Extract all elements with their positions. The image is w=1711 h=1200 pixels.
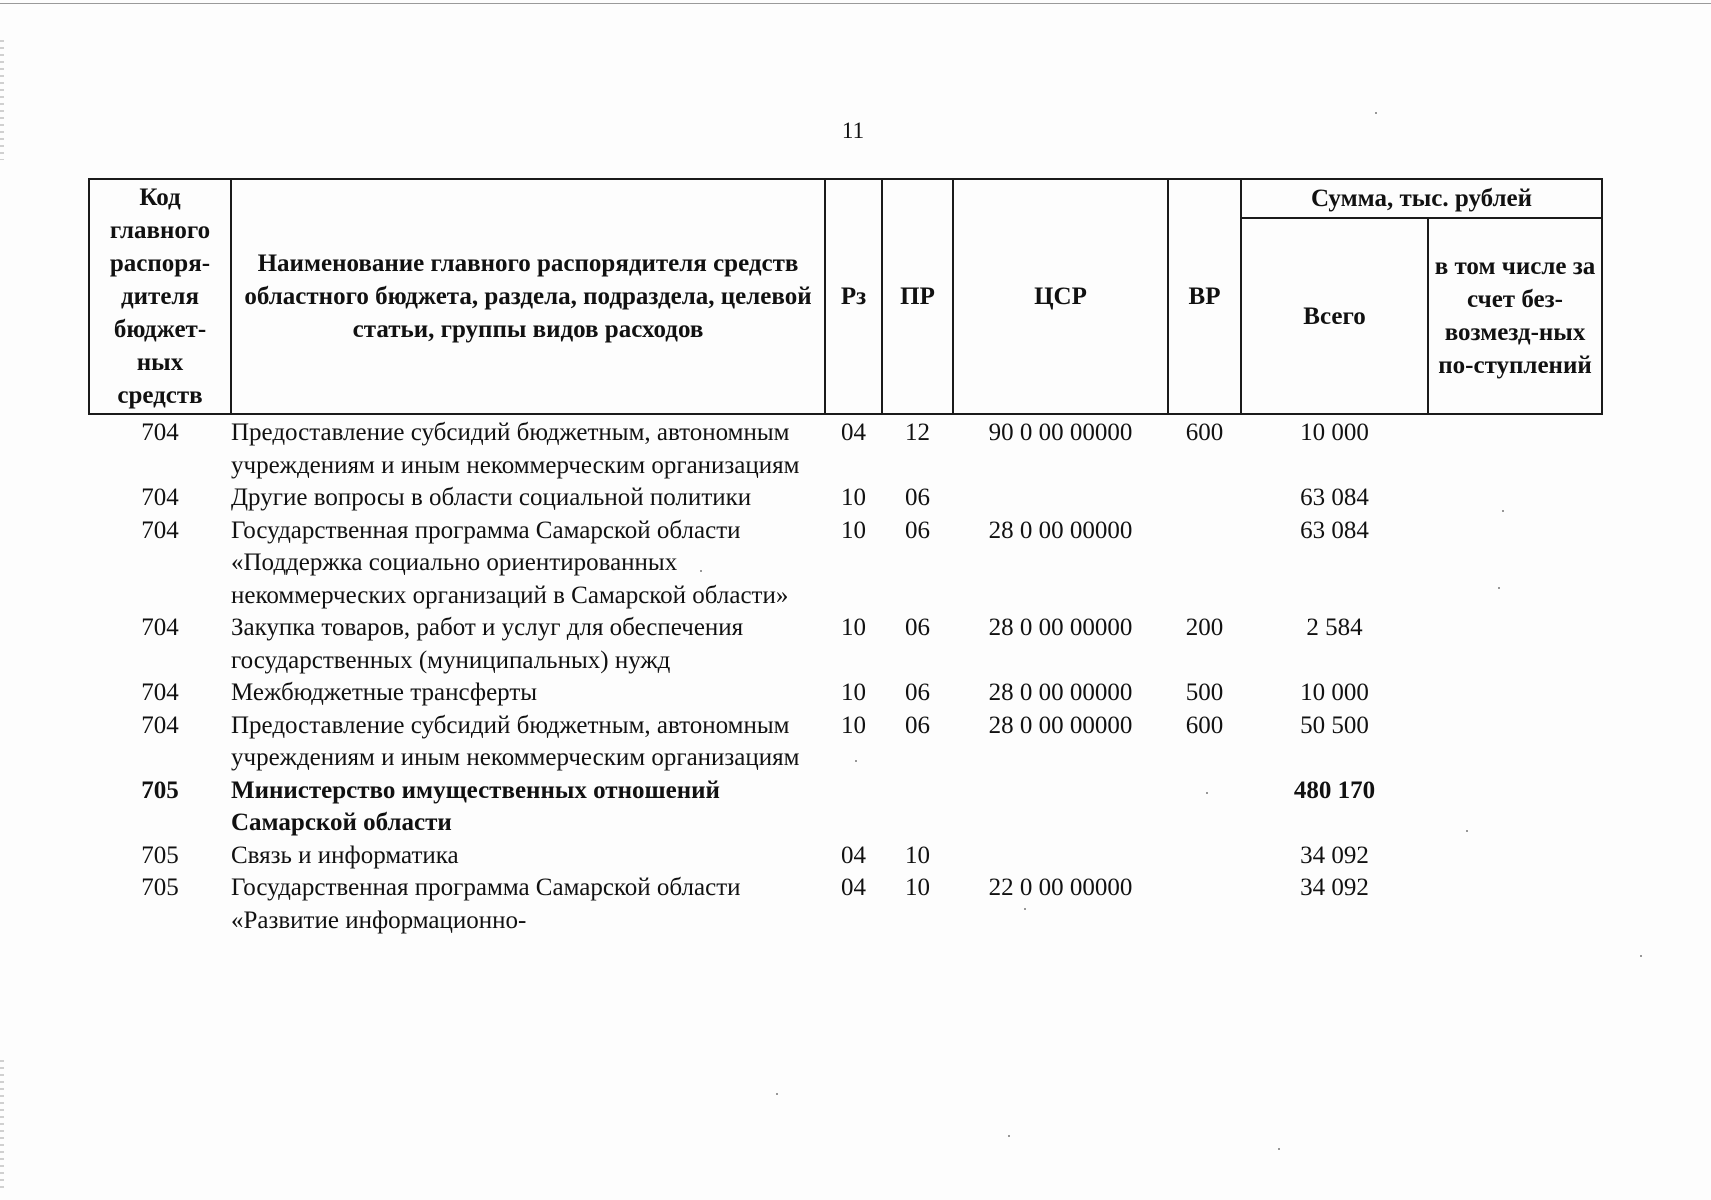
cell-code: 704 (141, 419, 179, 446)
table-row (89, 775, 1602, 840)
header-sum-group: Сумма, тыс. рублей (1241, 179, 1602, 218)
cell-vr (1168, 872, 1241, 937)
cell-code: 705 (141, 841, 179, 869)
header-pr: ПР (882, 179, 953, 414)
header-rz: Рз (825, 179, 882, 414)
cell-csr (953, 840, 1168, 873)
header-free-receipts: в том числе за счет без-возмезд-ных по-ступлений (1428, 218, 1602, 414)
header-csr: ЦСР (953, 179, 1168, 414)
cell-name: Государственная программа Самарской области «Поддержка социально ориентированных некоммерческих организаций в Самарской области» (231, 516, 789, 609)
cell-vr (1168, 775, 1241, 840)
cell-rz: 10 (841, 484, 866, 511)
cell-code: 705 (141, 776, 179, 804)
cell-code: 704 (141, 679, 179, 706)
table-row (89, 872, 1602, 937)
cell-name: Предоставление субсидий бюджетным, автономным учреждениям и иным некоммерческим организациям (231, 711, 800, 771)
cell-pr: 06 (905, 614, 930, 641)
table-row (89, 515, 1602, 613)
cell-rz (825, 775, 882, 840)
budget-table (88, 178, 1603, 937)
cell-code: 704 (141, 484, 179, 511)
scan-speck (1466, 830, 1468, 832)
cell-free-receipts (1428, 710, 1602, 775)
cell-vr (1168, 840, 1241, 873)
table-row (89, 710, 1602, 775)
scan-speck (1502, 510, 1504, 512)
cell-vr: 600 (1185, 419, 1224, 446)
cell-csr: 28 0 00 00000 (988, 679, 1133, 706)
scan-speck (700, 570, 702, 572)
table-header (89, 179, 1602, 414)
scan-speck (1278, 1148, 1280, 1150)
table-row (89, 840, 1602, 873)
cell-csr: 28 0 00 00000 (988, 516, 1133, 544)
cell-free-receipts (1428, 872, 1602, 937)
cell-total: 50 500 (1300, 711, 1369, 739)
table-row (89, 677, 1602, 710)
cell-pr: 06 (905, 516, 930, 544)
cell-name: Связь и информатика (231, 841, 459, 869)
cell-vr (1168, 515, 1241, 613)
scan-speck (1498, 587, 1500, 589)
cell-pr: 06 (905, 484, 930, 511)
cell-total: 480 170 (1293, 776, 1376, 804)
cell-csr: 28 0 00 00000 (988, 614, 1133, 641)
cell-total: 34 092 (1300, 874, 1369, 901)
cell-rz: 04 (841, 874, 866, 901)
cell-vr (1168, 482, 1241, 515)
cell-rz: 10 (841, 711, 866, 739)
cell-csr: 22 0 00 00000 (988, 874, 1133, 901)
header-total: Всего (1241, 218, 1428, 414)
cell-code: 705 (141, 874, 179, 901)
cell-pr: 12 (905, 419, 930, 446)
cell-total: 63 084 (1300, 516, 1369, 544)
cell-rz: 10 (841, 679, 866, 706)
table-row (89, 612, 1602, 677)
cell-vr: 500 (1185, 679, 1224, 706)
cell-total: 10 000 (1300, 679, 1369, 706)
cell-rz: 04 (841, 841, 866, 869)
cell-free-receipts (1428, 482, 1602, 515)
scan-edge-noise (0, 40, 4, 160)
cell-free-receipts (1428, 515, 1602, 613)
cell-csr: 90 0 00 00000 (988, 419, 1133, 446)
scan-speck (1008, 1135, 1010, 1137)
cell-csr (953, 775, 1168, 840)
header-vr: ВР (1168, 179, 1241, 414)
cell-free-receipts (1428, 677, 1602, 710)
table-row (89, 482, 1602, 515)
scan-speck (776, 1093, 778, 1095)
header-name: Наименование главного распорядителя средств областного бюджета, раздела, подраздела, целевой статьи, группы видов расходов (231, 179, 825, 414)
table-body (89, 414, 1602, 937)
cell-name: Государственная программа Самарской области «Развитие информационно- (231, 874, 741, 934)
cell-pr: 10 (905, 841, 930, 869)
cell-free-receipts (1428, 414, 1602, 482)
cell-code: 704 (141, 516, 179, 544)
cell-total: 63 084 (1300, 484, 1369, 511)
cell-csr: 28 0 00 00000 (988, 711, 1133, 739)
cell-pr (882, 775, 953, 840)
cell-free-receipts (1428, 612, 1602, 677)
header-code: Код главного распоря-дителя бюджет-ных средств (89, 179, 231, 414)
scan-speck (855, 760, 857, 762)
cell-pr: 10 (905, 874, 930, 901)
cell-total: 10 000 (1300, 419, 1369, 446)
cell-vr: 200 (1185, 614, 1224, 641)
cell-code: 704 (141, 614, 179, 641)
cell-rz: 10 (841, 516, 866, 544)
cell-total: 2 584 (1306, 614, 1363, 641)
cell-total: 34 092 (1300, 841, 1369, 869)
cell-pr: 06 (905, 711, 930, 739)
cell-name: Межбюджетные трансферты (231, 679, 538, 706)
scan-top-edge (0, 3, 1711, 4)
table-row (89, 414, 1602, 482)
cell-csr (953, 482, 1168, 515)
cell-name: Предоставление субсидий бюджетным, автономным учреждениям и иным некоммерческим организациям (231, 419, 800, 479)
cell-rz: 10 (841, 614, 866, 641)
cell-vr: 600 (1185, 711, 1224, 739)
scan-speck (1024, 908, 1026, 910)
cell-free-receipts (1428, 775, 1602, 840)
scan-speck (1375, 112, 1377, 114)
cell-rz: 04 (841, 419, 866, 446)
page-number: 11 (841, 118, 865, 143)
cell-name: Другие вопросы в области социальной политики (231, 484, 752, 511)
scan-speck (1206, 792, 1208, 794)
scan-speck (1640, 955, 1642, 957)
cell-free-receipts (1428, 840, 1602, 873)
cell-name: Министерство имущественных отношений Самарской области (231, 776, 720, 836)
cell-code: 704 (141, 711, 179, 739)
cell-pr: 06 (905, 679, 930, 706)
scan-edge-noise (0, 1060, 4, 1190)
cell-name: Закупка товаров, работ и услуг для обеспечения государственных (муниципальных) нужд (231, 614, 744, 674)
